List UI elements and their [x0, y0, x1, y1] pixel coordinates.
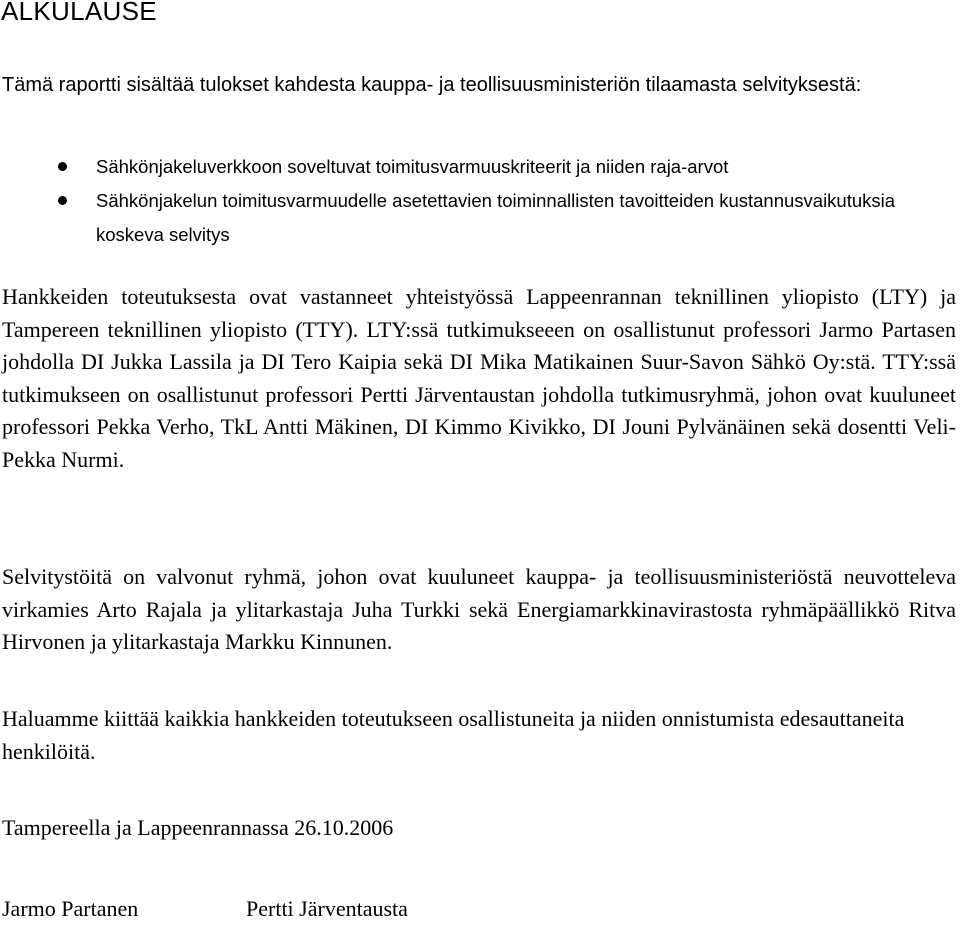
signature-name: Jarmo Partanen [2, 896, 139, 921]
place-and-date: Tampereella ja Lappeenrannassa 26.10.2006 [2, 815, 394, 840]
report-list [0, 150, 956, 252]
bullet-icon [58, 196, 67, 205]
intro-paragraph: Tämä raportti sisältää tulokset kahdesta kauppa- ja teollisuusministeriön tilaamasta selvityksestä: [2, 74, 862, 96]
list-item-text: Sähkönjakeluverkkoon soveltuvat toimitusvarmuuskriteerit ja niiden raja-arvot [96, 156, 729, 177]
list-item-text: Sähkönjakelun toimitusvarmuudelle asetettavien toiminnallisten tavoitteiden kustannusvaikutuksia koskeva selvitys [96, 190, 896, 245]
signature-block [2, 893, 408, 925]
list-item [0, 184, 956, 252]
bullet-icon [58, 162, 67, 171]
document-heading: ALKULAUSE [1, 0, 157, 26]
signature-name: Pertti Järventausta [246, 896, 408, 921]
paragraph-project-team: Hankkeiden toteutuksesta ovat vastanneet yhteistyössä Lappeenrannan teknillinen yliopisto (LTY) ja Tampereen teknillinen yliopisto (TTY). LTY:ssä tutkimukseeen on osallistunut professori Jarmo Partasen johdolla DI Jukka Lassila ja DI Tero Kaipia sekä DI Mika Matikainen Suur-Savon Sähkö Oy:stä. TTY:ssä tutkimukseen on osallistunut professori Pertti Järventaustan johdolla tutkimusryhmä, johon ovat kuuluneet professori Pekka Verho, TkL Antti Mäkinen, DI Kimmo Kivikko, DI Jouni Pylvänäinen sekä dosentti Veli-Pekka Nurmi. [2, 284, 956, 472]
paragraph-steering-group: Selvitystöitä on valvonut ryhmä, johon ovat kuuluneet kauppa- ja teollisuusministeriöstä neuvotteleva virkamies Arto Rajala ja ylitarkastaja Juha Turkki sekä Energiamarkkinavirastosta ryhmäpäällikkö Ritva Hirvonen ja ylitarkastaja Markku Kinnunen. [2, 564, 956, 654]
paragraph-thanks: Haluamme kiittää kaikkia hankkeiden toteutukseen osallistuneita ja niiden onnistumista edesauttaneita henkilöitä. [2, 706, 905, 764]
list-item [0, 150, 956, 184]
